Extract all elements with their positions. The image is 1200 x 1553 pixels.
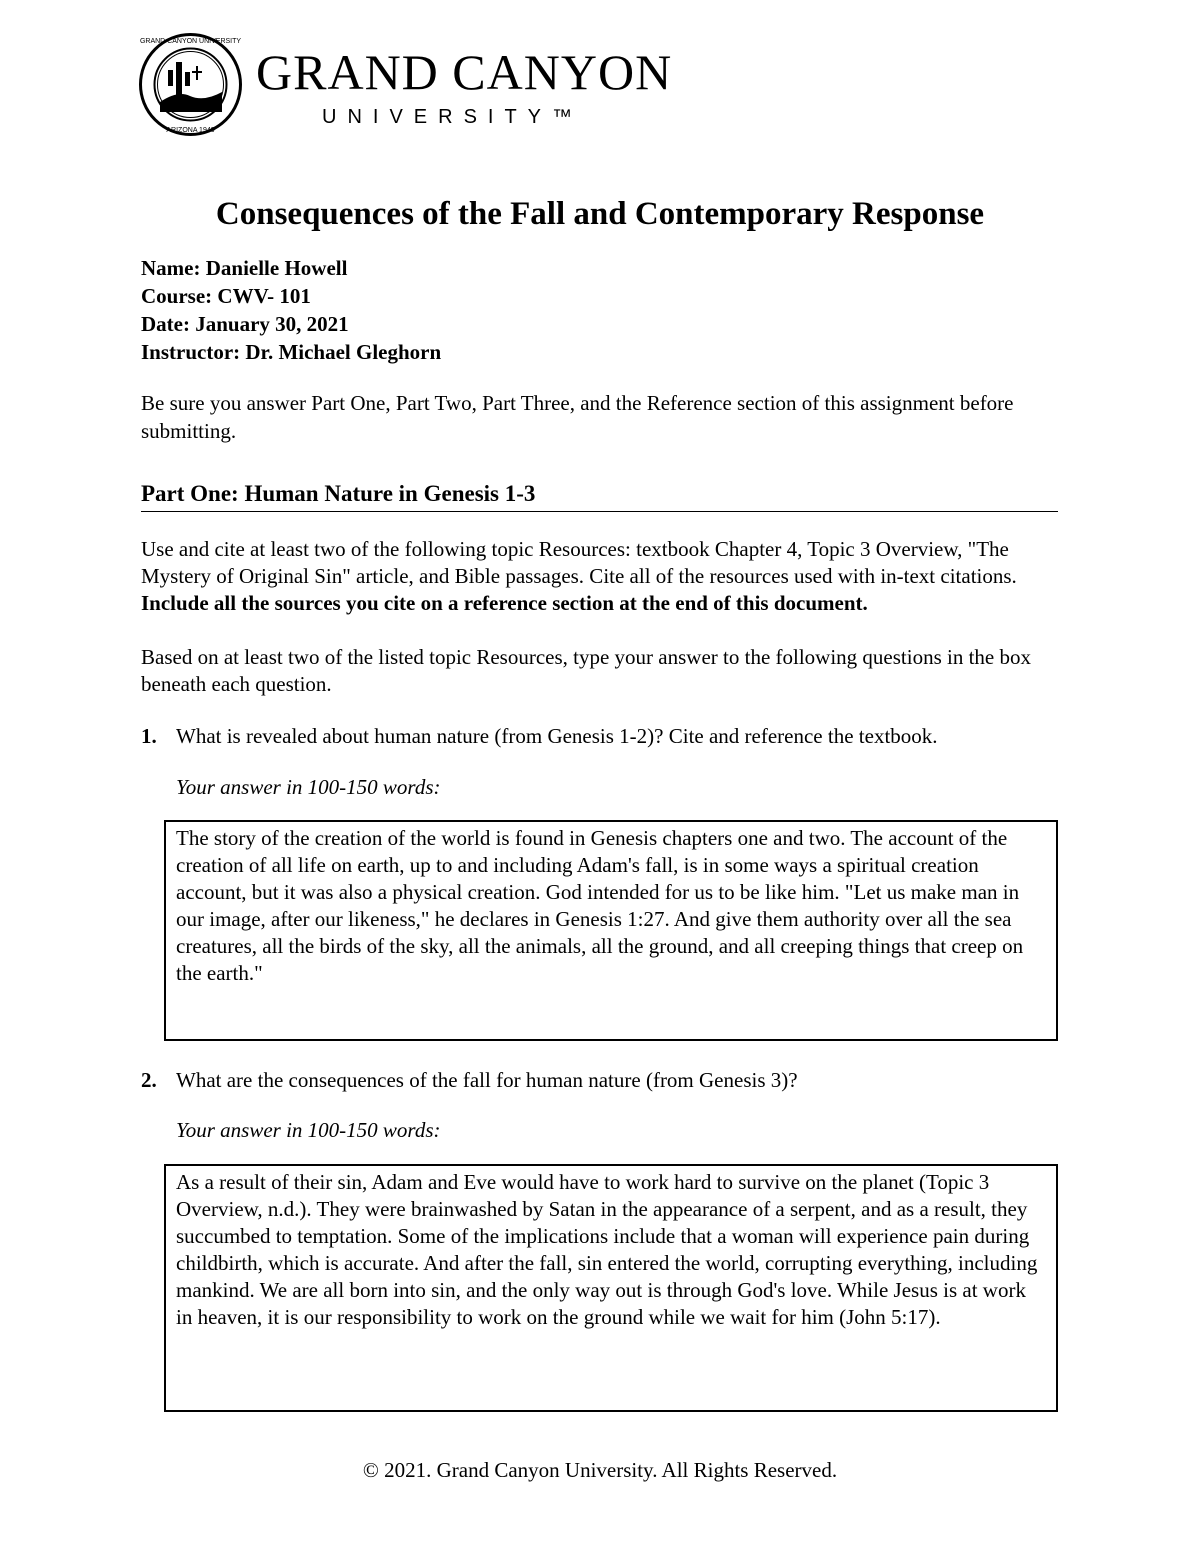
svg-text:ARIZONA 1949: ARIZONA 1949 — [166, 127, 215, 134]
question-2 — [141, 1066, 1071, 1094]
question-1 — [141, 722, 1071, 750]
answer-box-2[interactable]: As a result of their sin, Adam and Eve would have to work hard to survive on the planet (Topic 3 Overview, n.d.). They were brainwashed by Satan in the appearance of a serpent, and as a result, they succumbed to temptation. Some of the implications include that a woman will experience pain during childbirth, which is accurate. And after the fall, sin entered the world, corrupting everything, including mankind. We are all born into sin, and the only way out is through God's love. While Jesus is at work in heaven, it is our responsibility to work on the ground while we wait for him (John 5:17). — [164, 1164, 1058, 1412]
part-one-intro-text: Use and cite at least two of the following topic Resources: textbook Chapter 4, Topic 3 Overview, "The Mystery of Original Sin" article, and Bible passages. Cite all of the resources used with in-text citations. — [141, 537, 1017, 588]
answer-label: Your answer in 100-150 words: — [176, 1118, 441, 1142]
part-one-intro — [141, 536, 1071, 617]
part-one-instructions: Based on at least two of the listed topic Resources, type your answer to the following questions in the box beneath each question. — [141, 645, 1031, 696]
document-title: Consequences of the Fall and Contemporary Response — [215, 196, 985, 232]
copyright-footer: © 2021. Grand Canyon University. All Rights Reserved. — [362, 1458, 838, 1482]
submission-date: Date: January 30, 2021 — [141, 312, 349, 336]
logo-wordmark-top: GRAND CANYON — [256, 44, 673, 100]
student-name: Name: Danielle Howell — [141, 256, 348, 280]
instructor-name: Instructor: Dr. Michael Gleghorn — [141, 340, 442, 364]
answer-box-1[interactable]: The story of the creation of the world is found in Genesis chapters one and two. The account of the creation of all life on earth, up to and including Adam's fall, is in some ways a spiritual creation account, but it was also a physical creation. God intended for us to be like him. "Let us make man in our image, after our likeness," he declares in Genesis 1:27. And give them authority over all the sea creatures, all the birds of the sky, all the animals, all the ground, and all creeping things that creep on the earth." — [164, 820, 1058, 1041]
course-code: Course: CWV- 101 — [141, 284, 311, 308]
logo-wordmark-bottom: UNIVERSITY™ — [322, 106, 584, 128]
answer-label: Your answer in 100-150 words: — [176, 775, 441, 799]
assignment-instructions: Be sure you answer Part One, Part Two, Part Three, and the Reference section of this assignment before submitting. — [141, 391, 1014, 443]
question-text: What is revealed about human nature (from Genesis 1-2)? Cite and reference the textbook. — [176, 724, 938, 748]
student-info — [141, 254, 441, 366]
question-text: What are the consequences of the fall for human nature (from Genesis 3)? — [176, 1068, 798, 1092]
svg-text:GRAND CANYON UNIVERSITY: GRAND CANYON UNIVERSITY — [139, 38, 242, 45]
part-one-heading: Part One: Human Nature in Genesis 1-3 — [141, 478, 1058, 512]
question-number: 1. — [141, 724, 157, 748]
question-number: 2. — [141, 1068, 157, 1092]
university-logo — [138, 32, 673, 137]
university-seal-icon — [138, 32, 243, 137]
part-one-intro-bold: Include all the sources you cite on a reference section at the end of this document. — [141, 591, 868, 615]
